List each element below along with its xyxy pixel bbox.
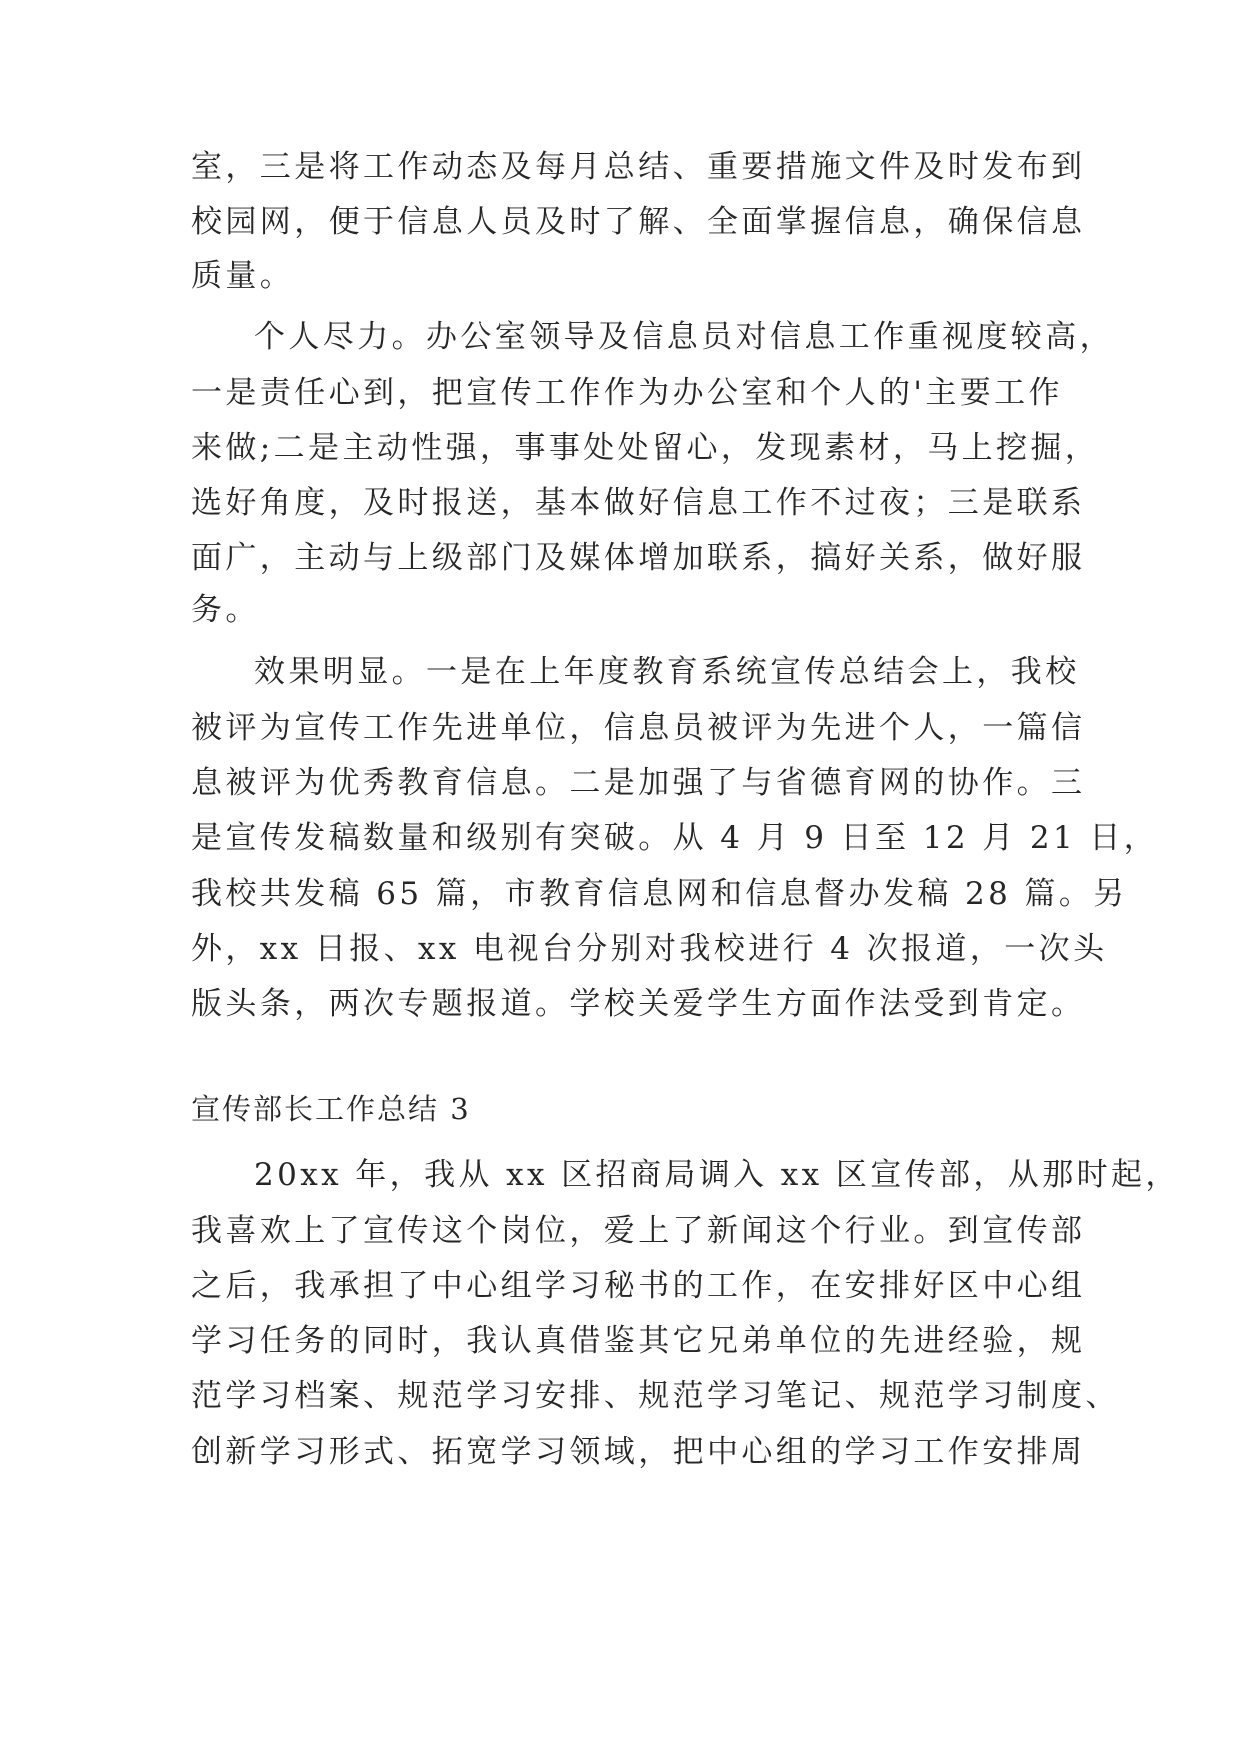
text-line: 个人尽力。办公室领导及信息员对信息工作重视度较高， <box>254 319 1114 355</box>
text-line: 范学习档案、规范学习安排、规范学习笔记、规范学习制度、 <box>191 1378 1120 1414</box>
text-line: 外，xx 日报、xx 电视台分别对我校进行 4 次报道，一次头 <box>191 931 1108 967</box>
text-line: 学习任务的同时，我认真借鉴其它兄弟单位的先进经验，规 <box>191 1323 1086 1359</box>
text-line: 质量。 <box>191 258 295 294</box>
text-line: 之后，我承担了中心组学习秘书的工作，在安排好区中心组 <box>191 1268 1086 1304</box>
text-line: 息被评为优秀教育信息。二是加强了与省德育网的协作。三 <box>191 765 1086 801</box>
text-line: 20xx 年，我从 xx 区招商局调入 xx 区宣传部，从那时起， <box>254 1157 1180 1193</box>
text-line: 我喜欢上了宣传这个岗位，爱上了新闻这个行业。到宣传部 <box>191 1213 1086 1249</box>
text-line: 被评为宣传工作先进单位，信息员被评为先进个人，一篇信 <box>191 710 1086 746</box>
text-line: 面广，主动与上级部门及媒体增加联系，搞好关系，做好服 <box>191 540 1086 576</box>
text-line: 来做;二是主动性强，事事处处留心，发现素材，马上挖掘， <box>191 430 1100 466</box>
text-line: 一是责任心到，把宣传工作作为办公室和个人的'主要工作 <box>191 375 1063 411</box>
text-line: 我校共发稿 65 篇，市教育信息网和信息督办发稿 28 篇。另 <box>191 876 1128 912</box>
text-line: 创新学习形式、拓宽学习领域，把中心组的学习工作安排周 <box>191 1434 1086 1470</box>
text-line: 选好角度，及时报送，基本做好信息工作不过夜；三是联系 <box>191 485 1086 521</box>
text-line: 效果明显。一是在上年度教育系统宣传总结会上，我校 <box>254 654 1080 690</box>
text-line: 校园网，便于信息人员及时了解、全面掌握信息，确保信息 <box>191 204 1086 240</box>
text-line: 版头条，两次专题报道。学校关爱学生方面作法受到肯定。 <box>191 986 1086 1022</box>
text-line: 室，三是将工作动态及每月总结、重要措施文件及时发布到 <box>191 149 1086 185</box>
text-line: 务。 <box>191 592 260 628</box>
section-heading: 宣传部长工作总结 3 <box>191 1092 471 1126</box>
text-line: 是宣传发稿数量和级别有突破。从 4 月 9 日至 12 月 21 日， <box>191 820 1159 856</box>
